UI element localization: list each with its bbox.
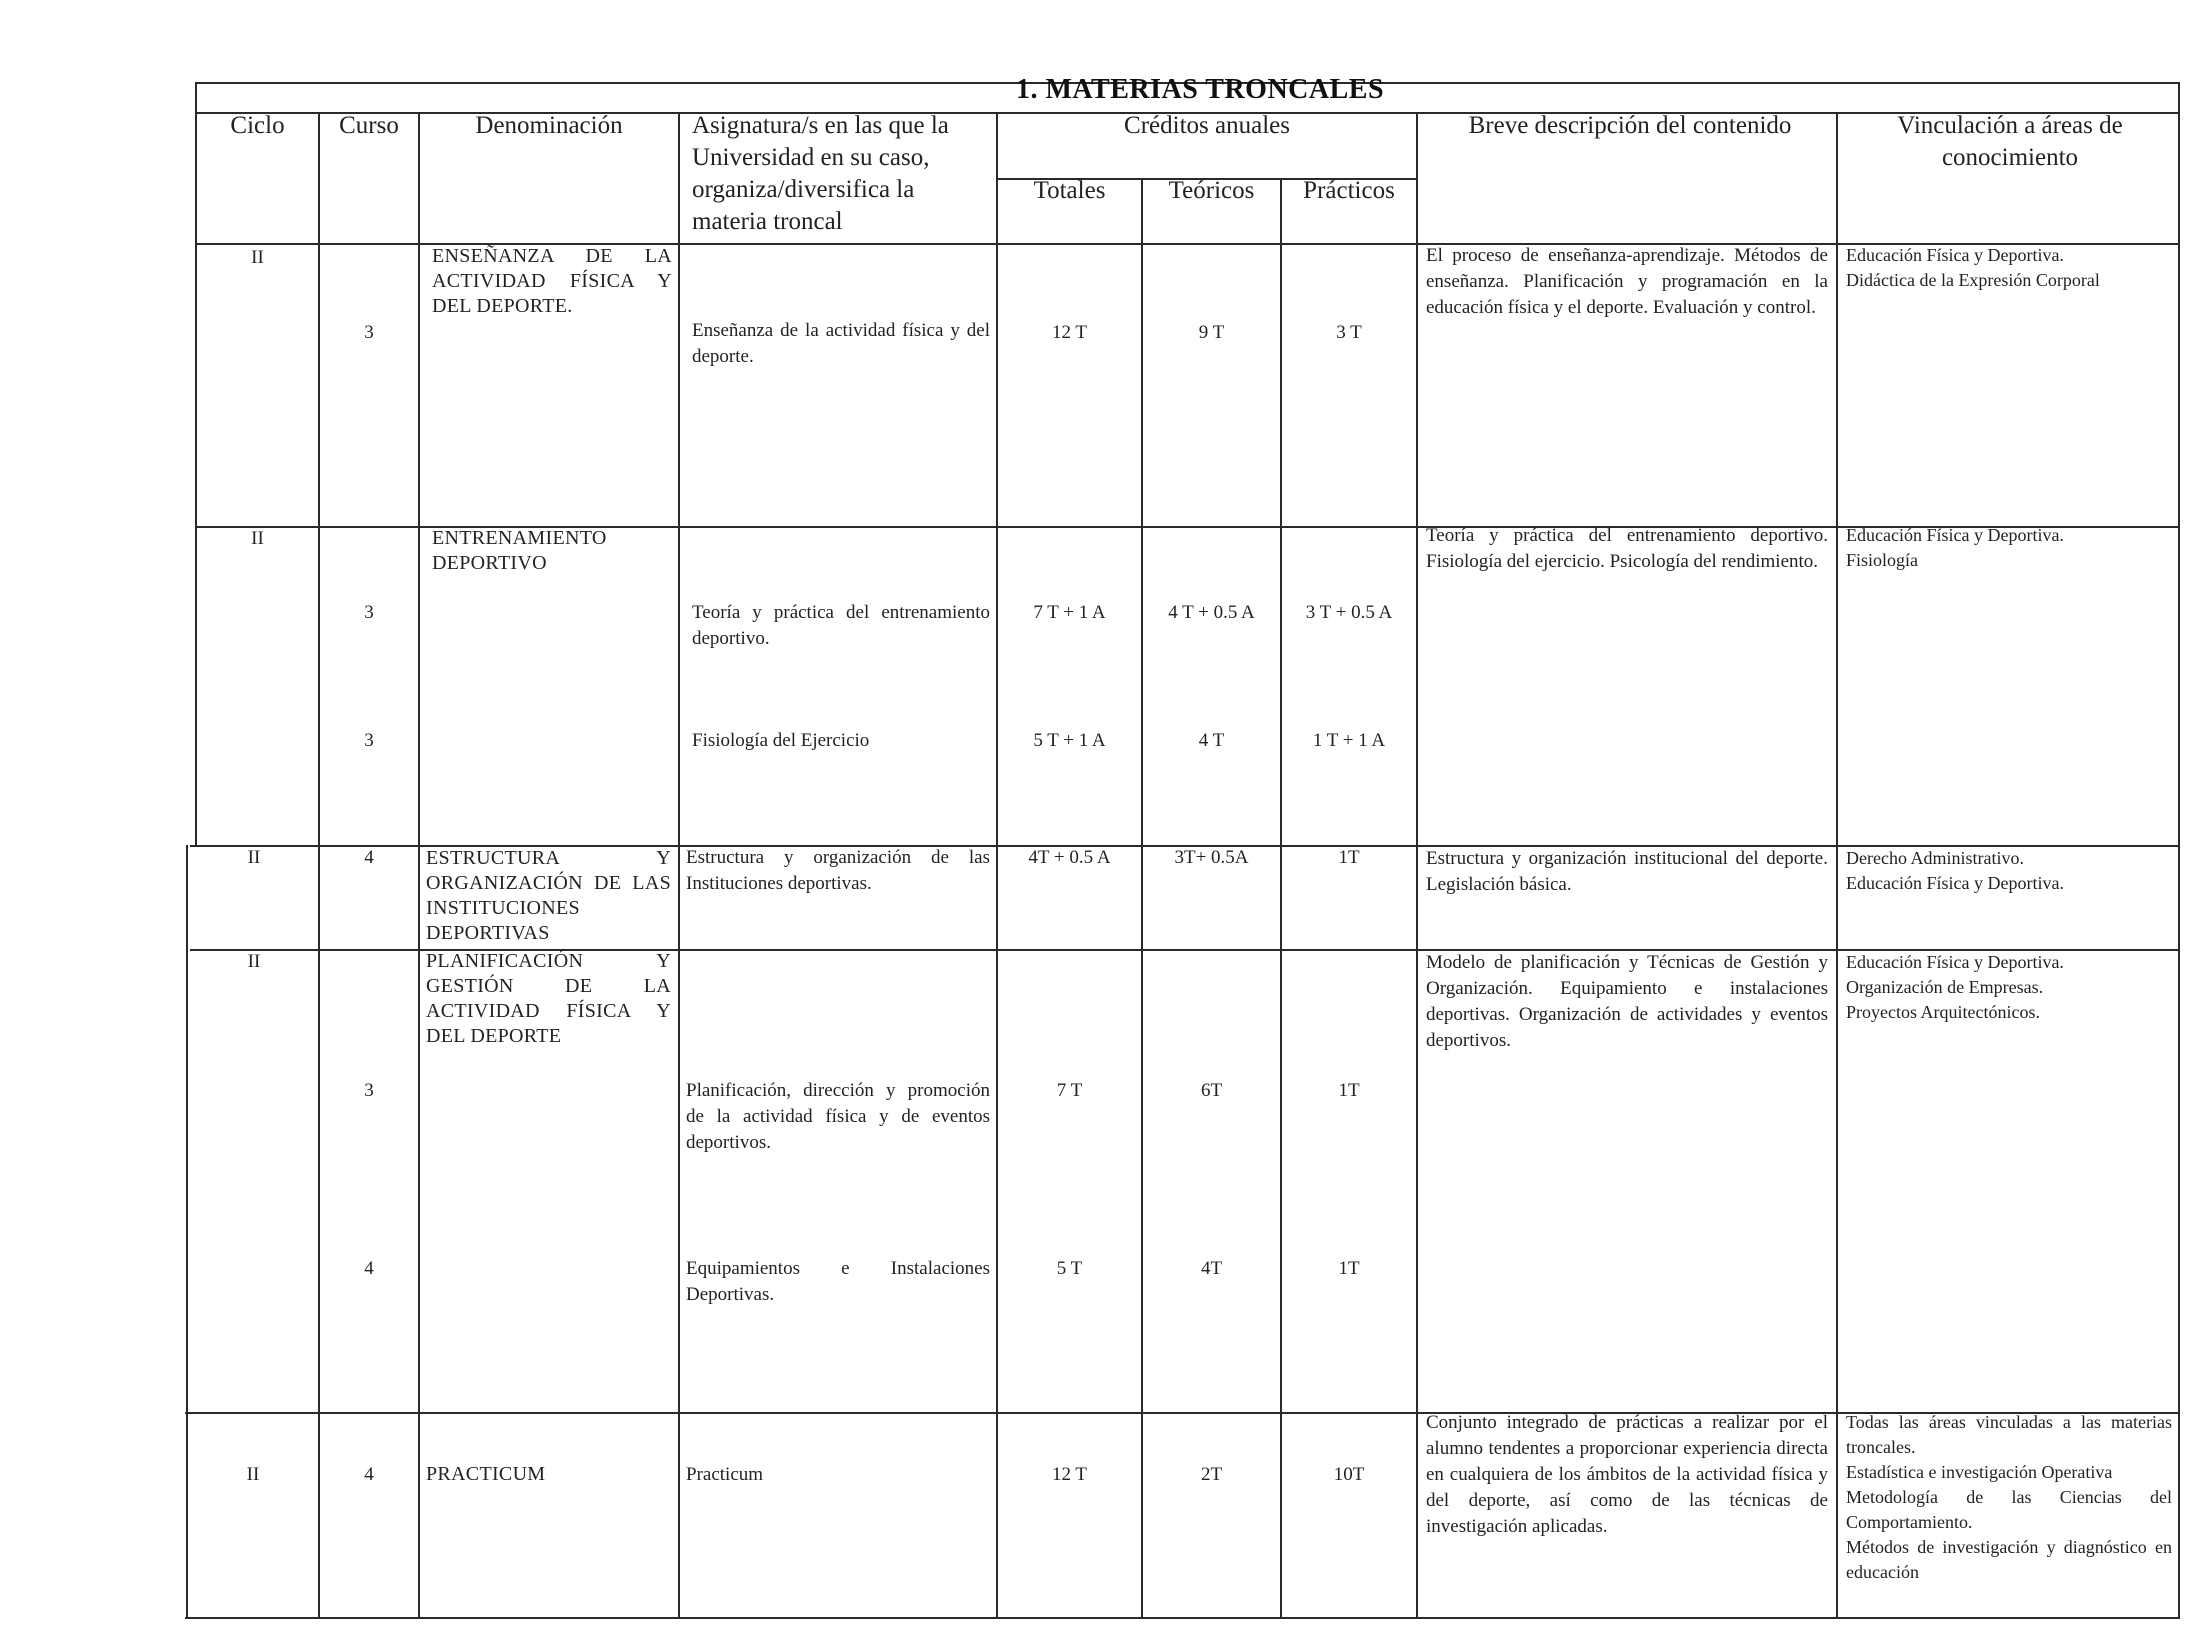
border-left-upper	[195, 82, 197, 847]
row4-s1-teoricos: 6T	[1200, 1080, 1223, 1101]
row4-vinculacion	[1846, 950, 2172, 1025]
col-line-totales	[1141, 178, 1143, 1619]
row2-descripcion: Teoría y práctica del entrenamiento deportivo. Fisiología del ejercicio. Psicología del rendimiento.	[1426, 525, 1828, 572]
row5-vinc-3: Metodología de las Ciencias del Comportamiento.	[1846, 1487, 2172, 1532]
row2-ciclo: II	[251, 528, 264, 549]
row1-vinc-2: Didáctica de la Expresión Corporal	[1846, 270, 2100, 290]
row2-s1-totales: 7 T + 1 A	[1033, 602, 1106, 623]
row2-vinc-1: Educación Física y Deportiva.	[1846, 525, 2064, 545]
row1-descripcion: El proceso de enseñanza-aprendizaje. Métodos de enseñanza. Planificación y programación en la educación física y el deporte. Evaluación y control.	[1426, 245, 1828, 318]
row4-s2-asignatura: Equipamientos e Instalaciones Deportivas.	[686, 1258, 990, 1305]
row4-vinc-2: Organización de Empresas.	[1846, 977, 2044, 997]
row4-s2-practicos: 1T	[1338, 1258, 1360, 1279]
col-line-descripcion	[1836, 112, 1838, 1619]
row3-s1-asignatura: Estructura y organización de las Instituciones deportivas.	[686, 847, 990, 894]
row3-s1-totales: 4T + 0.5 A	[1028, 847, 1111, 868]
row4-vinc-1: Educación Física y Deportiva.	[1846, 952, 2064, 972]
row1-s1-asignatura: Enseñanza de la actividad física y del deporte.	[692, 320, 990, 367]
row2-s1-practicos: 3 T + 0.5 A	[1305, 602, 1393, 623]
row2-s2-totales: 5 T + 1 A	[1033, 730, 1106, 751]
page-title: 1. MATERIAS TRONCALES	[1015, 74, 1385, 105]
row2-s2-asignatura: Fisiología del Ejercicio	[692, 730, 870, 751]
row2-s1-teoricos: 4 T + 0.5 A	[1168, 602, 1255, 623]
row2-vinculacion	[1846, 523, 2172, 573]
row3-s1-teoricos: 3T+ 0.5A	[1174, 847, 1249, 868]
row1-ciclo: II	[251, 247, 264, 268]
border-left-lower	[186, 845, 188, 1619]
row1-vinculacion	[1846, 243, 2172, 293]
row5-vinc-4: Métodos de investigación y diagnóstico en educación	[1846, 1537, 2172, 1582]
row3-vinculacion	[1846, 846, 2172, 896]
header-denominacion: Denominación	[475, 112, 623, 139]
row2-s1-asignatura: Teoría y práctica del entrenamiento deportivo.	[692, 602, 990, 649]
row4-ciclo: II	[247, 951, 261, 972]
row5-s1-curso: 4	[364, 1464, 374, 1485]
row5-ciclo: II	[246, 1464, 260, 1485]
row5-denominacion: PRACTICUM	[426, 1463, 546, 1485]
header-creditos: Créditos anuales	[1124, 112, 1290, 139]
row1-s1-teoricos: 9 T	[1198, 322, 1225, 343]
row5-vinculacion	[1846, 1410, 2172, 1585]
row1-s1-practicos: 3 T	[1336, 322, 1362, 343]
border-right	[2178, 82, 2180, 1619]
row3-ciclo: II	[247, 847, 261, 868]
row2-denominacion: ENTRENAMIENTO DEPORTIVO	[432, 527, 607, 574]
row3-vinc-1: Derecho Administrativo.	[1846, 848, 2024, 868]
table-border-bottom	[185, 1617, 2180, 1619]
row3-s1-practicos: 1T	[1338, 847, 1360, 868]
row2-s2-teoricos: 4 T	[1198, 730, 1225, 751]
header-totales: Totales	[1033, 177, 1106, 204]
header-curso: Curso	[339, 112, 399, 139]
row5-s1-practicos: 10T	[1333, 1464, 1365, 1485]
col-line-denominacion	[678, 112, 680, 1619]
row1-denominacion: ENSEÑANZA DE LA ACTIVIDAD FÍSICA Y DEL DEPORTE.	[432, 245, 672, 317]
col-line-practicos	[1416, 112, 1418, 1619]
row5-descripcion: Conjunto integrado de prácticas a realizar por el alumno tendentes a proporcionar experiencia directa en cualquiera de los ámbitos de la actividad física y del deporte, así como de las técnicas de investigación aplicadas.	[1426, 1412, 1828, 1537]
row3-denominacion: ESTRUCTURA Y ORGANIZACIÓN DE LAS INSTITUCIONES DEPORTIVAS	[426, 847, 671, 944]
header-descripcion: Breve descripción del contenido	[1468, 112, 1792, 139]
row3-s1-curso: 4	[364, 847, 374, 868]
col-line-curso	[418, 112, 420, 1619]
row4-s2-teoricos: 4T	[1200, 1258, 1223, 1279]
row4-s2-curso: 4	[364, 1258, 374, 1279]
row2-s2-curso: 3	[364, 730, 374, 751]
row3-descripcion: Estructura y organización institucional del deporte. Legislación básica.	[1426, 848, 1828, 895]
row5-s1-asignatura: Practicum	[686, 1464, 764, 1485]
row4-vinc-3: Proyectos Arquitectónicos.	[1846, 1002, 2040, 1022]
row1-s1-curso: 3	[364, 322, 374, 343]
row4-s1-curso: 3	[364, 1080, 374, 1101]
header-practicos: Prácticos	[1303, 177, 1395, 204]
row2-s2-practicos: 1 T + 1 A	[1312, 730, 1386, 751]
row2-s1-curso: 3	[364, 602, 374, 623]
row2-vinc-2: Fisiología	[1846, 550, 1919, 570]
row4-s1-practicos: 1T	[1338, 1080, 1360, 1101]
row3-vinc-2: Educación Física y Deportiva.	[1846, 873, 2064, 893]
header-teoricos: Teóricos	[1168, 177, 1255, 204]
row5-vinc-2: Estadística e investigación Operativa	[1846, 1462, 2113, 1482]
row4-s1-totales: 7 T	[1056, 1080, 1083, 1101]
row5-vinc-1: Todas las áreas vinculadas a las materias troncales.	[1846, 1412, 2172, 1457]
row4-s2-totales: 5 T	[1056, 1258, 1083, 1279]
row1-s1-totales: 12 T	[1051, 322, 1087, 343]
row5-s1-totales: 12 T	[1051, 1464, 1087, 1485]
row4-descripcion: Modelo de planificación y Técnicas de Gestión y Organización. Equipamiento e instalaciones deportivas. Organización de actividades y eventos deportivos.	[1426, 952, 1828, 1051]
row1-vinc-1: Educación Física y Deportiva.	[1846, 245, 2064, 265]
col-line-teoricos	[1280, 178, 1282, 1619]
header-ciclo: Ciclo	[230, 112, 285, 139]
row4-s1-asignatura: Planificación, dirección y promoción de la actividad física y de eventos deportivos.	[686, 1080, 990, 1153]
header-vinculacion: Vinculación a áreas de conocimiento	[1897, 112, 2123, 171]
row4-denominacion: PLANIFICACIÓN Y GESTIÓN DE LA ACTIVIDAD FÍSICA Y DEL DEPORTE	[426, 950, 671, 1047]
row5-s1-teoricos: 2T	[1200, 1464, 1223, 1485]
header-asignaturas: Asignatura/s en las que la Universidad en su caso, organiza/diversifica la materia troncal	[692, 112, 949, 235]
